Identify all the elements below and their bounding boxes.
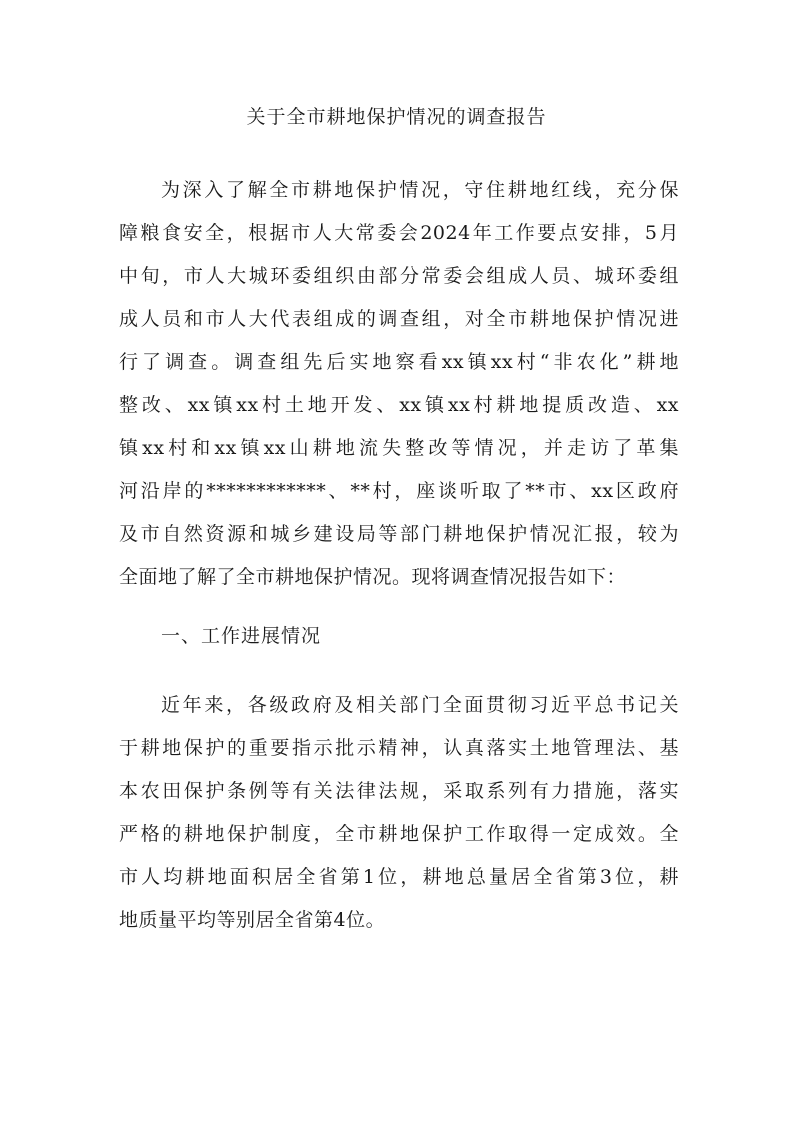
document-title: 关于全市耕地保护情况的调查报告 (246, 106, 547, 128)
paragraph-line: 及市自然资源和城乡建设局等部门耕地保护情况汇报，较为 (119, 523, 679, 545)
paragraph-line: 镇xx村和xx镇xx山耕地流失整改等情况，并走访了革集 (119, 437, 679, 459)
paragraph-line: 中旬，市人大城环委组织由部分常委会组成人员、城环委组 (119, 265, 679, 287)
paragraph-line: 障粮食安全，根据市人大常委会2024年工作要点安排，5月 (119, 222, 679, 244)
paragraph-line: 行了调查。调查组先后实地察看xx镇xx村“非农化”耕地 (119, 351, 679, 373)
paragraph-line: 为深入了解全市耕地保护情况，守住耕地红线，充分保 (161, 179, 679, 201)
paragraph-line: 全面地了解了全市耕地保护情况。现将调查情况报告如下： (119, 566, 627, 588)
paragraph-line: 河沿岸的************、**村，座谈听取了**市、xx区政府 (119, 480, 679, 502)
section-heading: 一、工作进展情况 (161, 625, 322, 647)
paragraph-line: 于耕地保护的重要指示批示精神，认真落实土地管理法、基 (119, 737, 679, 759)
paragraph-line: 地质量平均等别居全省第4位。 (119, 909, 386, 931)
paragraph-line: 市人均耕地面积居全省第1位，耕地总量居全省第3位，耕 (119, 866, 679, 888)
paragraph-line: 近年来，各级政府及相关部门全面贯彻习近平总书记关 (161, 694, 679, 716)
paragraph-line: 整改、xx镇xx村土地开发、xx镇xx村耕地提质改造、xx (119, 394, 679, 416)
paragraph-line: 严格的耕地保护制度，全市耕地保护工作取得一定成效。全 (119, 823, 679, 845)
paragraph-line: 成人员和市人大代表组成的调查组，对全市耕地保护情况进 (119, 308, 679, 330)
paragraph-line: 本农田保护条例等有关法律法规，采取系列有力措施，落实 (119, 780, 679, 802)
